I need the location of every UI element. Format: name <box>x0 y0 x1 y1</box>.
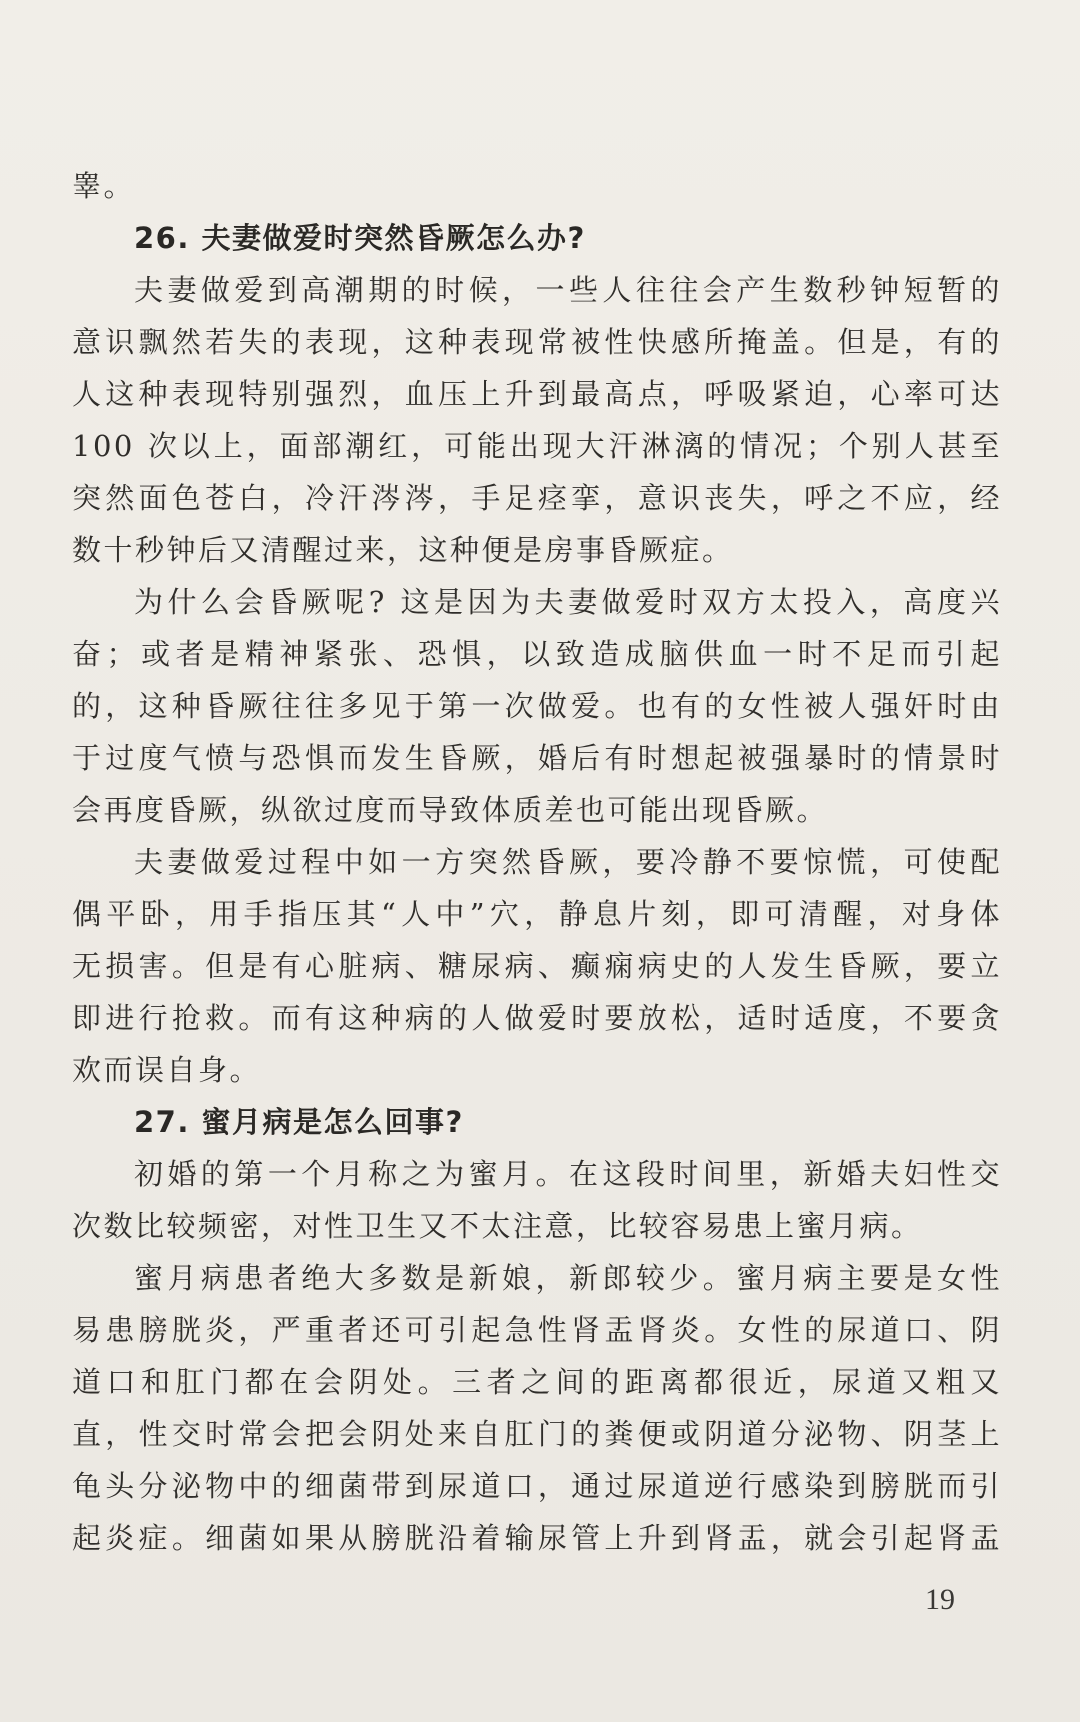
text-line: 突然面色苍白，冷汗涔涔，手足痉挛，意识丧失，呼之不应，经 <box>72 481 1002 515</box>
text-line: 蜜月病患者绝大多数是新娘，新郎较少。蜜月病主要是女性 <box>134 1261 1002 1295</box>
text-line: 于过度气愤与恐惧而发生昏厥，婚后有时想起被强暴时的情景时 <box>72 741 1002 775</box>
text-line: 100 次以上，面部潮红，可能出现大汗淋漓的情况；个别人甚至 <box>72 429 1002 463</box>
page-text <box>72 160 1002 1564</box>
text-line: 道口和肛门都在会阴处。三者之间的距离都很近，尿道又粗又 <box>72 1365 1002 1399</box>
text-line: 夫妻做爱过程中如一方突然昏厥，要冷静不要惊慌，可使配 <box>134 845 1002 879</box>
text-line: 的，这种昏厥往往多见于第一次做爱。也有的女性被人强奸时由 <box>72 689 1002 723</box>
text-line: 睾。 <box>72 169 136 203</box>
text-line: 初婚的第一个月称之为蜜月。在这段时间里，新婚夫妇性交 <box>134 1157 1002 1191</box>
text-line: 偶平卧，用手指压其“人中”穴，静息片刻，即可清醒，对身体 <box>72 897 1002 931</box>
text-line: 无损害。但是有心脏病、糖尿病、癫痫病史的人发生昏厥，要立 <box>72 949 1002 983</box>
text-line: 为什么会昏厥呢? 这是因为夫妻做爱时双方太投入，高度兴 <box>134 585 1002 619</box>
text-line: 人这种表现特别强烈，血压上升到最高点，呼吸紧迫，心率可达 <box>72 377 1002 411</box>
text-line: 次数比较频密，对性卫生又不太注意，比较容易患上蜜月病。 <box>72 1209 923 1243</box>
text-line: 奋；或者是精神紧张、恐惧，以致造成脑供血一时不足而引起 <box>72 637 1002 671</box>
text-line: 起炎症。细菌如果从膀胱沿着输尿管上升到肾盂，就会引起肾盂 <box>72 1521 1002 1555</box>
section-heading-27: 27. 蜜月病是怎么回事? <box>134 1105 464 1139</box>
text-line: 直，性交时常会把会阴处来自肛门的粪便或阴道分泌物、阴茎上 <box>72 1417 1002 1451</box>
text-line: 会再度昏厥，纵欲过度而导致体质差也可能出现昏厥。 <box>72 793 829 827</box>
text-line: 即进行抢救。而有这种病的人做爱时要放松，适时适度，不要贪 <box>72 1001 1002 1035</box>
section-heading-26: 26. 夫妻做爱时突然昏厥怎么办? <box>134 221 586 255</box>
text-line: 欢而误自身。 <box>72 1053 262 1087</box>
page-number: 19 <box>925 1583 955 1616</box>
text-line: 数十秒钟后又清醒过来，这种便是房事昏厥症。 <box>72 533 734 567</box>
text-line: 意识飘然若失的表现，这种表现常被性快感所掩盖。但是，有的 <box>72 325 1002 359</box>
text-line: 龟头分泌物中的细菌带到尿道口，通过尿道逆行感染到膀胱而引 <box>72 1469 1002 1503</box>
text-line: 夫妻做爱到高潮期的时候，一些人往往会产生数秒钟短暂的 <box>134 273 1002 307</box>
text-line: 易患膀胱炎，严重者还可引起急性肾盂肾炎。女性的尿道口、阴 <box>72 1313 1002 1347</box>
